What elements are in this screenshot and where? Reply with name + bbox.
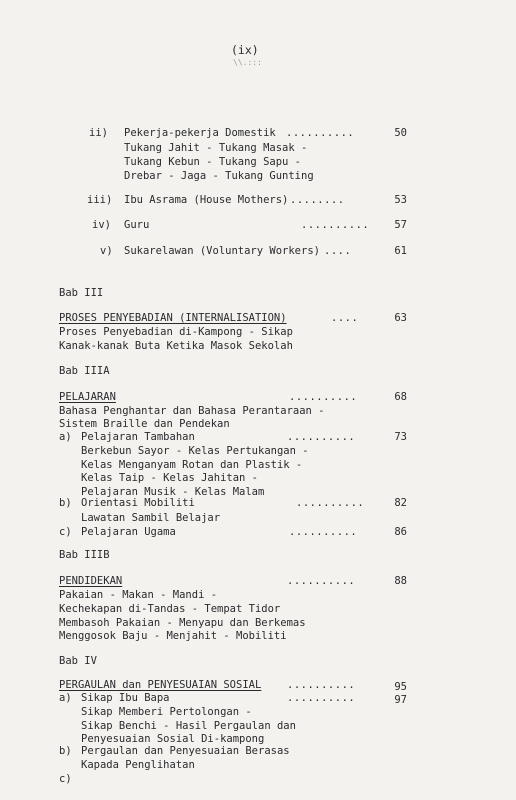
- toc-page: 50: [394, 127, 407, 139]
- toc-sub-line: Kelas Menganyam Rotan dan Plastik -: [81, 459, 303, 471]
- toc-sub-line: Pelajaran Musik - Kelas Malam: [81, 486, 265, 498]
- toc-page: 73: [394, 431, 407, 443]
- toc-page: 63: [394, 312, 407, 324]
- toc-leader: ........: [290, 194, 345, 206]
- toc-leader: ..........: [289, 391, 358, 403]
- toc-page: 68: [394, 391, 407, 403]
- toc-sub-line: Pakaian - Makan - Mandi -: [59, 589, 218, 601]
- toc-sub-line: Drebar - Jaga - Tukang Gunting: [124, 170, 314, 182]
- toc-sub-line: Tukang Jahit - Tukang Masak -: [124, 142, 308, 154]
- toc-leader: ..........: [301, 219, 370, 231]
- section-title: PROSES PENYEBADIAN (INTERNALISATION): [59, 312, 287, 324]
- toc-sub-line: Kelas Taip - Kelas Jahitan -: [81, 472, 259, 484]
- toc-entry-title: Orientasi Mobiliti: [81, 497, 195, 509]
- item-marker-iv: iv): [92, 219, 111, 231]
- toc-sub-line: Lawatan Sambil Belajar: [81, 512, 221, 524]
- toc-sub-line: Sikap Benchi - Hasil Pergaulan dan: [81, 720, 296, 732]
- toc-leader: ....: [331, 312, 359, 324]
- toc-entry-title: Sikap Ibu Bapa: [81, 692, 170, 704]
- item-marker-a: a): [59, 692, 72, 704]
- chapter-heading: Bab IIIA: [59, 365, 110, 377]
- toc-page: 53: [394, 194, 407, 206]
- item-marker-c: c): [59, 526, 72, 538]
- toc-entry-title: Ibu Asrama (House Mothers): [124, 194, 289, 206]
- toc-sub-line: Sistem Braille dan Pendekan: [59, 418, 230, 430]
- toc-page: 86: [394, 526, 407, 538]
- toc-entry-title: Sukarelawan (Voluntary Workers): [124, 245, 320, 257]
- toc-sub-line: Penyesuaian Sosial Di-kampong: [81, 733, 265, 745]
- toc-sub-line: Tukang Kebun - Tukang Sapu -: [124, 156, 302, 168]
- toc-sub-line: Membasoh Pakaian - Menyapu dan Berkemas: [59, 617, 306, 629]
- toc-sub-line: Kechekapan di-Tandas - Tempat Tidor: [59, 603, 281, 615]
- item-marker-c: c): [59, 773, 72, 785]
- toc-entry-title: Pelajaran Ugama: [81, 526, 176, 538]
- chapter-heading: Bab IV: [59, 655, 97, 667]
- page-number: (ix): [231, 43, 259, 57]
- item-marker-a: a): [59, 431, 72, 443]
- toc-entry-title: Pergaulan dan Penyesuaian Berasas: [81, 745, 290, 757]
- toc-page: 82: [394, 497, 407, 509]
- toc-sub-line: Bahasa Penghantar dan Bahasa Perantaraan -: [59, 405, 325, 417]
- toc-leader: ..........: [296, 497, 365, 509]
- toc-leader: ..........: [287, 575, 356, 587]
- toc-entry-title: Pekerja-pekerja Domestik: [124, 127, 276, 139]
- item-marker-ii: ii): [89, 127, 108, 139]
- toc-leader: ..........: [287, 431, 356, 443]
- page-smudge: \\.:::: [233, 58, 262, 67]
- toc-page: 97: [394, 694, 407, 706]
- toc-entry-title: Pelajaran Tambahan: [81, 431, 195, 443]
- toc-page: 95: [394, 681, 407, 693]
- toc-sub-line: Sikap Memberi Pertolongan -: [81, 706, 252, 718]
- section-title: PERGAULAN dan PENYESUAIAN SOSIAL: [59, 679, 262, 691]
- toc-sub-line: Kanak-kanak Buta Ketika Masok Sekolah: [59, 340, 293, 352]
- toc-sub-line: Kapada Penglihatan: [81, 759, 195, 771]
- toc-entry-title: Guru: [124, 219, 150, 231]
- item-marker-b: b): [59, 745, 72, 757]
- toc-leader: ..........: [286, 127, 355, 139]
- toc-sub-line: Proses Penyebadian di-Kampong - Sikap: [59, 326, 293, 338]
- toc-sub-line: Menggosok Baju - Menjahit - Mobiliti: [59, 630, 287, 642]
- chapter-heading: Bab IIIB: [59, 549, 110, 561]
- toc-leader: ..........: [287, 679, 356, 691]
- toc-leader: ..........: [289, 526, 358, 538]
- toc-leader: ..........: [287, 692, 356, 704]
- item-marker-iii: iii): [87, 194, 113, 206]
- toc-page: 88: [394, 575, 407, 587]
- toc-sub-line: Berkebun Sayor - Kelas Pertukangan -: [81, 445, 309, 457]
- toc-leader: ....: [324, 245, 352, 257]
- section-title: PENDIDEKAN: [59, 575, 123, 587]
- item-marker-v: v): [100, 245, 113, 257]
- toc-page: 57: [394, 219, 407, 231]
- chapter-heading: Bab III: [59, 287, 104, 299]
- section-title: PELAJARAN: [59, 391, 116, 403]
- toc-page: 61: [394, 245, 407, 257]
- item-marker-b: b): [59, 497, 72, 509]
